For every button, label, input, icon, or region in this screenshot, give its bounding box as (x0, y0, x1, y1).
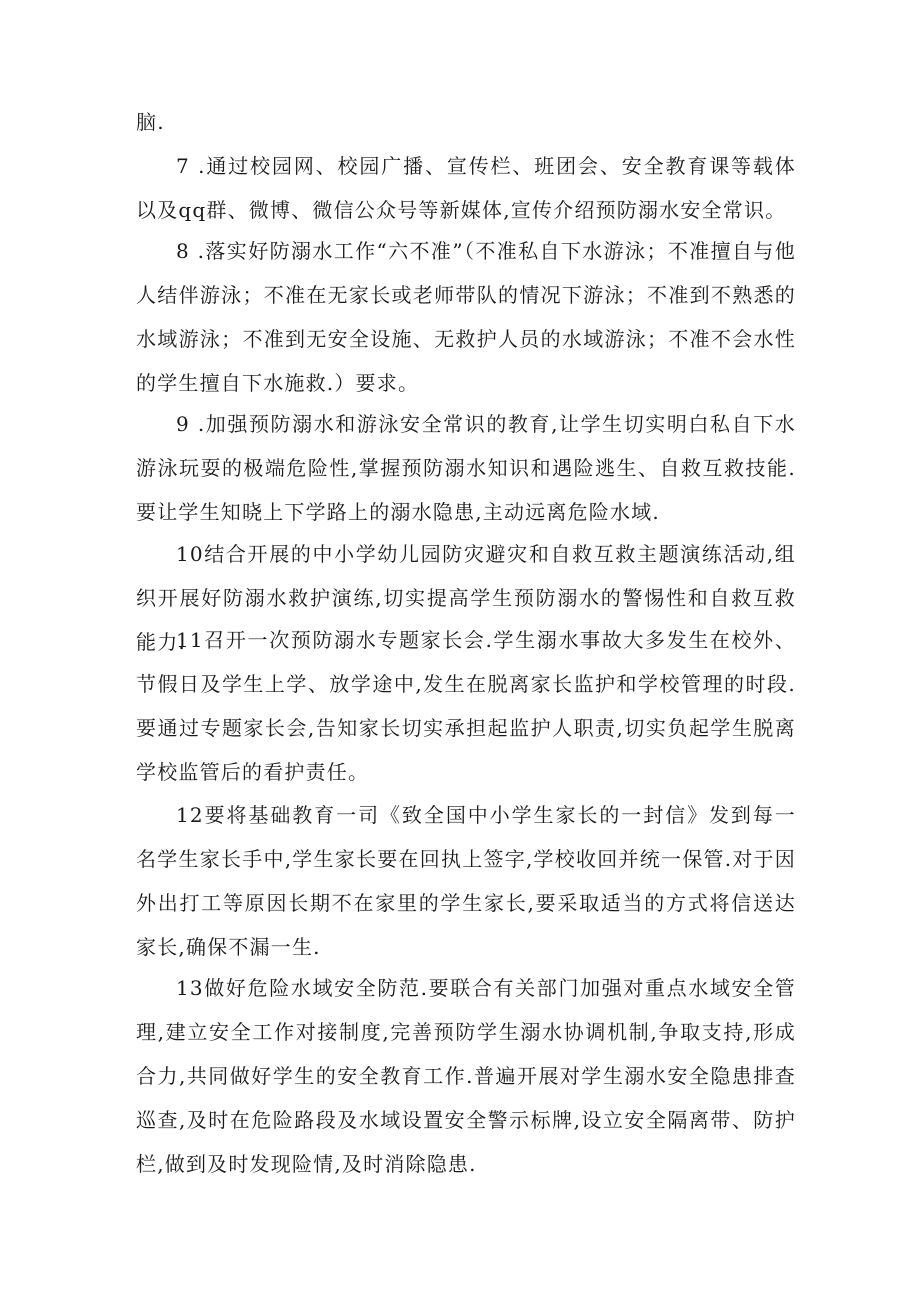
paragraph-item-10: 10结合开展的中小学幼儿园防灾避灾和自救互救主题演练活动,组织开展好防溺水救护演练,切实提高学生预防溺水的警惕性和自救互救能力. (136, 542, 796, 654)
paragraph-continuation: 脑. (136, 110, 165, 134)
paragraph-item-12: 12要将基础教育一司《致全国中小学生家长的一封信》发到每一名学生家长手中,学生家长要在回执上签字,学校收回并统一保管.对于因外出打工等原因长期不在家里的学生家长,要采取适当的方式将信送达家长,确保不漏一生. (136, 803, 796, 959)
paragraph-item-13: 13做好危险水域安全防范.要联合有关部门加强对重点水域安全管理,建立安全工作对接制度,完善预防学生溺水协调机制,争取支持,形成合力,共同做好学生的安全教育工作.普遍开展对学生溺水安全隐患排查巡查,及时在危险路段及水域设置安全警示标牌,设立安全隔离带、防护栏,做到及时发现险情,及时消除隐患. (136, 976, 796, 1176)
paragraph-item-8: 8 .落实好防溺水工作“六不准”（不准私自下水游泳；不准擅自与他人结伴游泳；不准在无家长或老师带队的情况下游泳；不准到不熟悉的水域游泳；不准到无安全设施、无救护人员的水域游泳；不准不会水性的学生擅自下水施救.）要求。 (136, 239, 796, 395)
paragraph-item-11: 11召开一次预防溺水专题家长会.学生溺水事故大多发生在校外、节假日及学生上学、放学途中,发生在脱离家长监护和学校管理的时段.要通过专题家长会,告知家长切实承担起监护人职责,切实负起学生脱离学校监管后的看护责任。 (136, 628, 796, 784)
paragraph-item-9: 9 .加强预防溺水和游泳安全常识的教育,让学生切实明白私自下水游泳玩耍的极端危险性,掌握预防溺水知识和遇险逃生、自救互救技能.要让学生知晓上下学路上的溺水隐患,主动远离危险水域. (136, 412, 796, 524)
paragraph-item-7: 7 .通过校园网、校园广播、宣传栏、班团会、安全教育课等载体以及qq群、微博、微信公众号等新媒体,宣传介绍预防溺水安全常识。 (136, 154, 796, 222)
